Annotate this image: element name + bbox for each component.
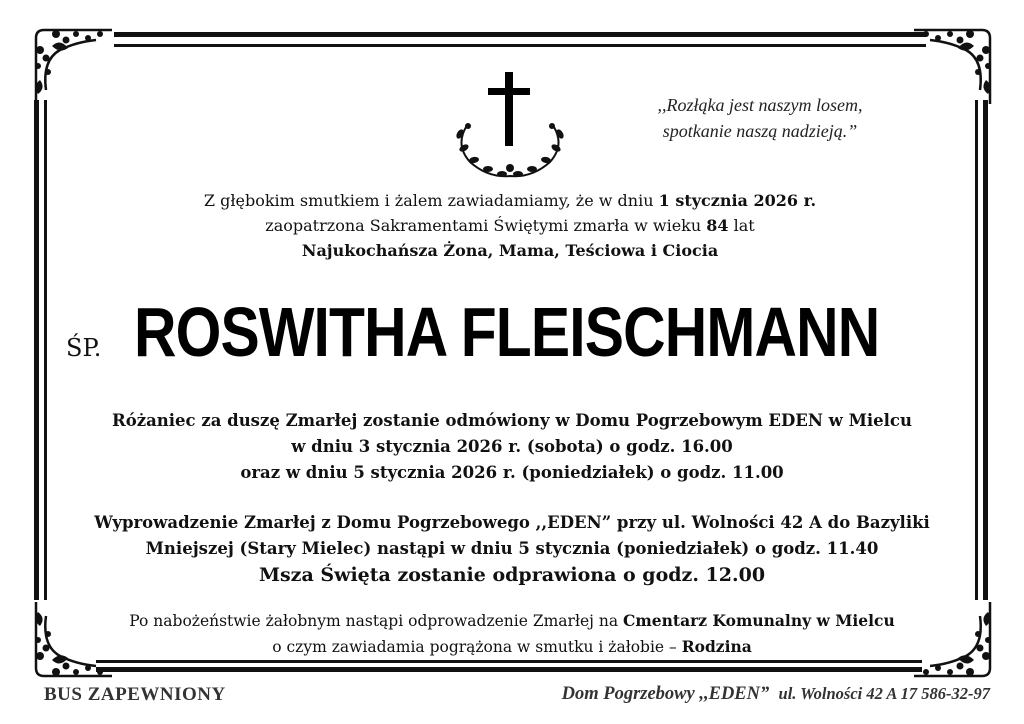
intro-line-2: [120, 213, 900, 238]
deceased-name: ROSWITHA FLEISCHMANN: [134, 293, 880, 371]
quote-line-1: ,,Rozłąka jest naszym losem,: [657, 95, 863, 115]
age-value: 84: [706, 216, 729, 235]
intro-text: lat: [728, 216, 755, 235]
mass-time-line: Msza Święta zostanie odprawiona o godz. 12.00: [258, 564, 766, 586]
closing-line-2: [60, 634, 964, 660]
closing-info: [60, 608, 964, 660]
bus-notice: BUS ZAPEWNIONY: [44, 684, 226, 705]
frame-top-inner: [114, 44, 926, 47]
cemetery-name: Cmentarz Komunalny w Mielcu: [623, 611, 895, 630]
rosary-line-2: w dniu 3 stycznia 2026 r. (sobota) o godz. 16.00: [291, 437, 733, 456]
intro-text: Z głębokim smutkiem i żalem zawiadamiamy, że w dniu: [203, 191, 659, 210]
frame-right-outer: [983, 100, 988, 600]
frame-bottom-outer: [96, 667, 922, 672]
procession-info: [60, 510, 964, 588]
frame-top-outer: [114, 32, 926, 37]
funeral-home-name: Dom Pogrzebowy ,,EDEN”: [561, 684, 770, 704]
rosary-line-1: Różaniec za duszę Zmarłej zostanie odmówiony w Domu Pogrzebowym EDEN w Mielcu: [112, 411, 912, 430]
floral-corner-icon: [910, 20, 1000, 110]
frame-bottom-inner: [96, 660, 922, 663]
closing-text: Po nabożeństwie żałobnym nastąpi odprowadzenie Zmarłej na: [129, 612, 624, 630]
deceased-name-row: [58, 290, 968, 380]
announcement-intro: [120, 188, 900, 263]
procession-line-1: Wyprowadzenie Zmarłej z Domu Pogrzebowego ,,EDEN” przy ul. Wolności 42 A do Bazyliki: [94, 513, 930, 532]
frame-left-outer: [34, 100, 39, 600]
intro-text: zaopatrzona Sakramentami Świętymi zmarła w wieku: [265, 216, 707, 235]
closing-text: o czym zawiadamia pogrążona w smutku i żałobie –: [272, 638, 682, 656]
quote: [610, 92, 910, 144]
intro-line-1: [120, 188, 900, 213]
rosary-line-3: oraz w dniu 5 stycznia 2026 r. (poniedziałek) o godz. 11.00: [240, 463, 784, 482]
cross-with-wreath-icon: [448, 68, 572, 180]
frame-left-inner: [44, 100, 47, 600]
closing-line-1: [60, 608, 964, 634]
funeral-home-address: ul. Wolności 42 A 17 586-32-97: [778, 684, 990, 703]
procession-line-2: Mniejszej (Stary Mielec) nastąpi w dniu 5 stycznia (poniedziałek) o godz. 11.40: [145, 539, 879, 558]
funeral-home-contact: [562, 684, 990, 705]
quote-line-2: spotkanie naszą nadzieją.”: [662, 121, 858, 141]
death-date: 1 stycznia 2026 r.: [658, 191, 817, 210]
floral-corner-icon: [26, 20, 116, 110]
relations-line: Najukochańsza Żona, Mama, Teściowa i Ciocia: [301, 241, 719, 260]
rosary-info: [60, 408, 964, 486]
family-signature: Rodzina: [681, 637, 752, 656]
frame-right-inner: [975, 100, 978, 600]
name-prefix: ŚP.: [66, 334, 102, 362]
